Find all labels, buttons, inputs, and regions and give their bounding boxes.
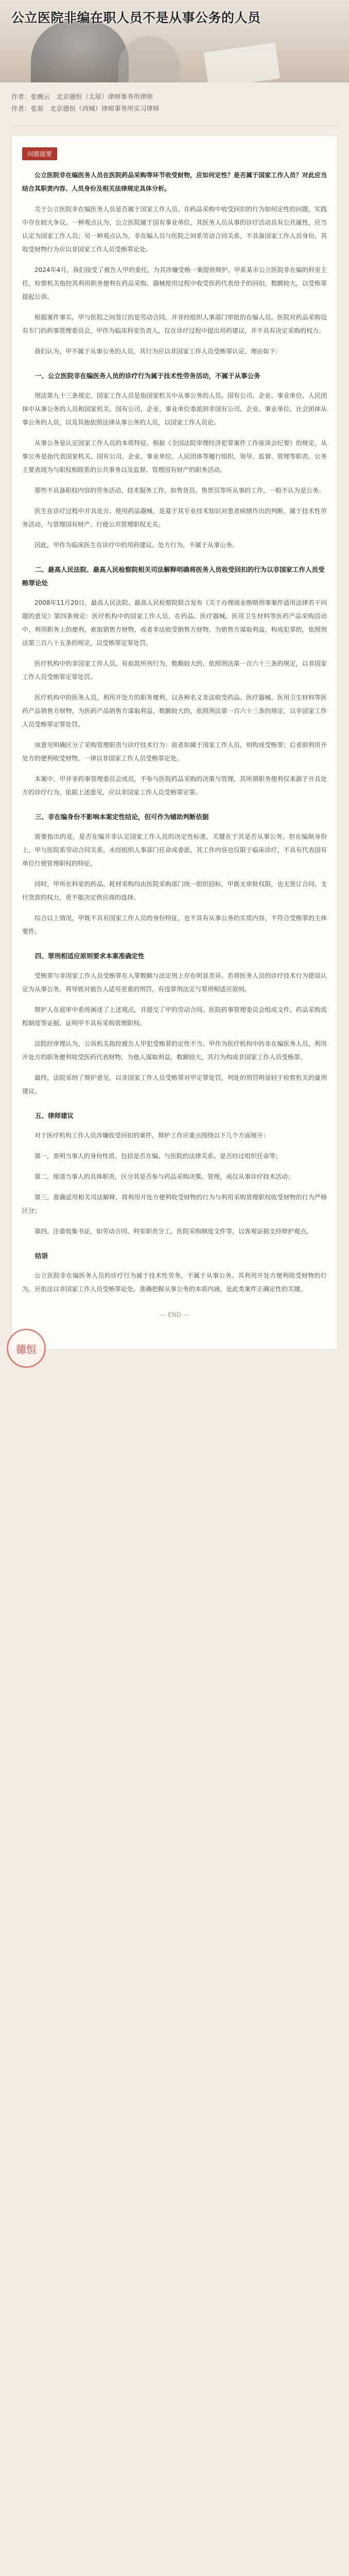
section-paragraph: 从事公务是认定国家工作人员的本质特征。根据《全国法院审理经济犯罪案件工作座谈会纪要》的规定，从事公务是指代表国家机关、国有公司、企业、事业单位、人民团体等履行组织、领导、监督、管理等职责。公务主要表现为与职权相联系的公共事务以及监督、管理国有财产的职务活动。 [22, 439, 327, 473]
section-heading: 四、罪刑相适应原则要求本案准确定性 [35, 952, 145, 960]
hero-figure-illustration-2 [118, 36, 180, 82]
section-paragraph: 综合以上情况，甲既不具有国家工作人员的身份特征，也不具有从事公务的实质内容，不符合受贿罪的主体要件。 [22, 914, 327, 935]
section-paragraph: 辩护人在庭审中系统阐述了上述观点，并提交了甲的劳动合同、医院药事管理委员会组成文件、药品采购流程制度等证据，证明甲不具有采购管理职权。 [22, 1006, 327, 1027]
end-mark: — END — [160, 1311, 189, 1318]
section-paragraph: 同时，甲所在科室的药品、耗材采购均由医院采购部门统一组织招标，甲既无审批权限，也无签订合同、支付货款的权力，更不能决定供应商的选择。 [22, 880, 327, 901]
body-paragraph: 关于公立医院非在编医务人员是否属于国家工作人员、在药品采购中收受回扣的行为如何定性的问题，实践中存在较大争议。一种观点认为，公立医院属于国有事业单位，其医务人员从事的诊疗活动具有公共属性，应当认定为国家工作人员；另一种观点认为，非在编人员与医院之间系劳动合同关系，不具备国家工作人员身份，其收受财物行为应以非国家工作人员受贿罪论处。 [22, 206, 327, 253]
section-paragraph: 医疗机构中的非国家工作人员，有前款所列行为，数额较大的，依照刑法第一百六十三条的规定，以非国家工作人员受贿罪定罪处罚。 [22, 660, 327, 681]
body-paragraph: 我们认为，甲不属于从事公务的人员，其行为应以非国家工作人员受贿罪认定。理由如下： [34, 348, 282, 355]
section-paragraph: 最终，法院采纳了辩护意见，以非国家工作人员受贿罪对甲定罪处罚，判处的刑罚明显轻于检察机关的量刑建议。 [22, 1074, 327, 1095]
section-paragraph: 第一，查明当事人的身份性质，包括是否在编、与医院的法律关系、是否经过组织任命等； [34, 1153, 282, 1160]
article-title: 公立医院非编在职人员不是从事公务的人员 [11, 10, 261, 25]
article-body-card [11, 135, 338, 1355]
section-heading: 结语 [35, 1252, 48, 1260]
author-line: 作者：张茹 北京德恒（西城）律师事务所实习律师 [11, 105, 160, 112]
section-heading: 三、非在编身份不影响本案定性结论，但可作为辅助判断依据 [35, 813, 209, 821]
section-paragraph: 受贿罪与非国家工作人员受贿罪在入罪数额与法定刑上存在明显差异。若将医务人员的诊疗技术行为错误认定为从事公务，将导致对被告人适用更重的刑罚，有违罪刑法定与罪刑相适应原则。 [22, 972, 327, 993]
section-heading: 五、律师建议 [35, 1112, 74, 1120]
author-line: 作者：张婉云 北京德恒（太原）律师事务所律师 [11, 93, 153, 100]
section-paragraph: 那些不具备职权内容的劳务活动、技术服务工作，如售货员、售票员等所从事的工作，一般不认为是公务。 [34, 487, 325, 494]
section-paragraph: 法院经审理认为，公诉机关指控被告人甲犯受贿罪的定性不当。甲作为医疗机构中的非在编医务人员，利用开处方的职务便利收受医药代表财物，为他人谋取利益，数额较大，其行为构成非国家工作人员受贿罪。 [22, 1040, 327, 1061]
author-block [0, 82, 349, 120]
section-paragraph: 第四，注重收集书证，如劳动合同、科室职责分工、医院采购制度文件等，以客观证据支持辩护观点。 [34, 1228, 313, 1235]
article-sections [22, 369, 327, 1296]
section-paragraph: 医生在诊疗过程中开具处方、使用药品器械，是基于其专业技术知识对患者病情作出的判断，属于技术性劳务活动，与管理国有财产、行使公共管理职权无关。 [22, 507, 327, 528]
body-paragraph: 根据案件事实，甲与医院之间签订的是劳动合同，并非经组织人事部门审批的在编人员。医院对药品采购设有专门的药事管理委员会，甲作为临床科室负责人，仅在诊疗过程中提出用药建议，并不具有决定采购的权力。 [22, 314, 327, 334]
section-paragraph: 医疗机构中的医务人员，利用开处方的职务便利，以各种名义非法收受药品、医疗器械、医用卫生材料等医药产品销售方财物，为医药产品销售方谋取利益，数额较大的，依照刑法第一百六十三条的规定，以非国家工作人员受贿罪定罪处罚。 [22, 694, 327, 728]
section-paragraph: 第三，准确适用相关司法解释，将利用开处方便利收受财物的行为与利用采购管理职权收受财物的行为严格区分； [22, 1194, 327, 1214]
section-paragraph: 对于医疗机构工作人员涉嫌收受回扣的案件，辩护工作应重点围绕以下几个方面展开： [34, 1132, 270, 1139]
section-badge: 问题提要 [22, 147, 57, 160]
lead-paragraph: 公立医院非在编医务人员在医院药品采购等环节收受财物，应如何定性？是否属于国家工作人员？对此应当结合其职责内容、人员身份及相关法律规定具体分析。 [22, 172, 327, 192]
section-paragraph: 本案中，甲并非药事管理委员会成员，不参与医院药品采购的决策与管理，其所谓职务便利仅来源于开具处方的诊疗行为，依据上述意见，应以非国家工作人员受贿罪定罪。 [22, 775, 327, 796]
body-paragraph: 2024年4月，我们接受了被告人甲的委托，为其涉嫌受贿一案提供辩护。甲系某市公立医院非在编的科室主任，检察机关指控其利用职务便利在药品采购、器械使用过程中收受医药代表给予的回扣，数额较大，以受贿罪提起公诉。 [22, 266, 327, 300]
firm-seal-icon: 德恒 [7, 1329, 46, 1368]
section-paragraph: 该意见明确区分了采购管理职责与诊疗技术行为：前者如属于国家工作人员，则构成受贿罪；后者即利用开处方的便利收受财物，一律以非国家工作人员受贿罪论处。 [22, 741, 327, 762]
section-heading: 二、最高人民法院、最高人民检察院相关司法解释明确将医务人员收受回扣的行为以非国家工作人员受贿罪论处 [22, 566, 325, 587]
hero-document-illustration [204, 43, 280, 82]
section-paragraph: 需要指出的是，是否在编并非认定国家工作人员的决定性标准，关键在于其是否从事公务。但在编制身份上，甲与医院系劳动合同关系，未经组织人事部门任命或委派，其工作内容也仅限于临床诊疗，不具有代表国有单位行使管理职权的特征。 [22, 833, 327, 867]
section-paragraph: 第二，厘清当事人的具体职责，区分其是否参与药品采购决策、管理，或仅从事诊疗技术活动； [34, 1173, 294, 1180]
section-heading: 一、公立医院非在编医务人员的诊疗行为属于技术性劳务活动，不属于从事公务 [35, 372, 260, 380]
section-paragraph: 刑法第九十三条规定，国家工作人员是指国家机关中从事公务的人员。国有公司、企业、事业单位、人民团体中从事公务的人员和国家机关、国有公司、企业、事业单位委派到非国有公司、企业、事业单位、社会团体从事公务的人员，以及其他依照法律从事公务的人员，以国家工作人员论。 [22, 392, 327, 426]
hero-figure-illustration [31, 21, 129, 82]
section-paragraph: 公立医院非在编医务人员的诊疗行为属于技术性劳务，不属于从事公务。其利用开处方便利收受财物的行为，应依法以非国家工作人员受贿罪论处。准确把握从事公务的本质内涵，是此类案件正确定性的关键。 [22, 1272, 327, 1293]
hero-banner [0, 0, 349, 82]
section-paragraph: 因此，甲作为临床医生在诊疗中的用药建议、处方行为，不属于从事公务。 [34, 541, 239, 549]
section-paragraph: 2008年11月20日，最高人民法院、最高人民检察院联合发布《关于办理商业贿赂刑事案件适用法律若干问题的意见》第四条规定：医疗机构中的国家工作人员，在药品、医疗器械、医用卫生材料等医药产品采购活动中，利用职务上的便利，索取销售方财物，或者非法收受销售方财物，为销售方谋取利益，构成犯罪的，依照刑法第三百八十五条的规定，以受贿罪定罪处罚。 [22, 599, 327, 647]
